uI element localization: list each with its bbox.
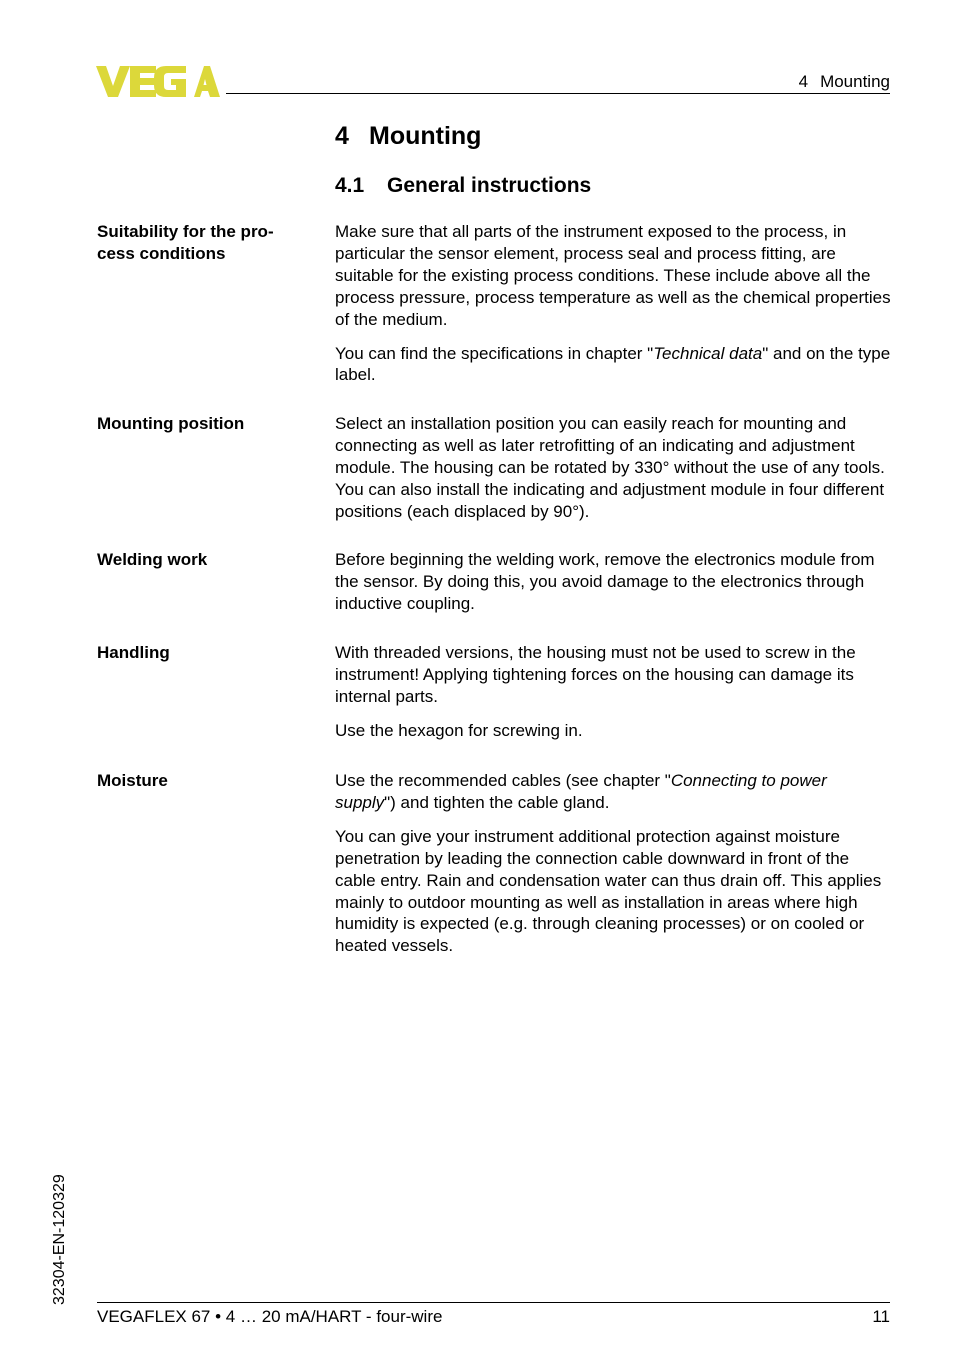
paragraph-text: ") and tighten the cable gland. [384, 792, 610, 812]
label-line: Suitability for the pro- [97, 222, 274, 241]
body-paragraph [335, 221, 891, 331]
vega-logo-icon [96, 64, 220, 98]
header-chapter-title: Mounting [820, 72, 890, 91]
block-body [335, 413, 891, 535]
paragraph-text: You can give your instrument additional protection against moisture penetration by leading the connection cable downward in front of the cable entry. Rain and condensation water can thus drain off. This applies mainly to outdoor mounting as well as installation in areas where high humidity is expected (e.g. through cleaning processes) or on cooled or heated vessels. [335, 826, 882, 956]
body-paragraph [335, 343, 891, 387]
footer-rule [97, 1302, 890, 1303]
footer-product: VEGAFLEX 67 • 4 … 20 mA/HART - four-wire [97, 1307, 443, 1326]
italic-reference: Connecting to power supply [335, 771, 827, 812]
block-body [335, 642, 891, 754]
body-paragraph [335, 770, 891, 814]
block-body [335, 549, 891, 627]
chapter-heading [335, 122, 481, 151]
block-label: Moisture [97, 771, 168, 790]
section-title: General instructions [387, 174, 592, 197]
paragraph-text: With threaded versions, the housing must not be used to screw in the instrument! Applying tightening forces on the housing can damage its internal parts. [335, 643, 856, 706]
paragraph-text: You can find the specifications in chapter " [335, 343, 654, 363]
body-paragraph [335, 642, 891, 708]
header-chapter-number: 4 [798, 72, 809, 91]
section-heading [335, 174, 591, 198]
document-id: 32304-EN-120329 [51, 1174, 68, 1305]
label-line: cess conditions [97, 243, 226, 263]
block-label: Mounting position [97, 414, 245, 433]
paragraph-text: Before beginning the welding work, remove the electronics module from the sensor. By doing this, you avoid damage to the electronics through inductive coupling. [335, 550, 875, 613]
running-header [799, 72, 890, 92]
paragraph-text: Use the recommended cables (see chapter " [335, 771, 671, 790]
paragraph-text: Make sure that all parts of the instrument exposed to the process, in particular the sensor element, process seal and process fitting, are suitable for the existing process conditions. These include above all the process pressure, process temperature as well as the chemical properties of the medium. [335, 222, 891, 329]
body-paragraph [335, 826, 891, 957]
block-label: Welding work [97, 550, 208, 569]
paragraph-text: Select an installation position you can easily reach for mounting and connecting as well as later retrofitting of an indicating and adjustment module. The housing can be rotated by 330° without the use of any tools. You can also install the indicating and adjustment module in four different positions (each displaced by 90°). [335, 414, 885, 521]
chapter-number: 4 [335, 122, 349, 150]
page-number: 11 [872, 1307, 890, 1326]
body-paragraph [335, 720, 891, 742]
logo-letter-e [130, 66, 156, 97]
vega-logo [96, 64, 220, 98]
section-number: 4.1 [335, 174, 365, 197]
body-paragraph [335, 413, 891, 523]
logo-letter-g [154, 66, 186, 97]
paragraph-text: Use the hexagon for screwing in. [335, 720, 583, 740]
logo-letter-v [96, 66, 130, 97]
block-body [335, 221, 891, 398]
logo-letter-a [194, 66, 220, 97]
header-rule [226, 93, 890, 94]
block-body [335, 770, 891, 969]
body-paragraph [335, 549, 891, 615]
italic-reference: Technical data [653, 343, 763, 363]
block-label: Handling [97, 643, 170, 662]
block-label [97, 221, 317, 264]
paragraph-text: " and on the type label. [335, 343, 891, 385]
chapter-title: Mounting [369, 122, 482, 150]
